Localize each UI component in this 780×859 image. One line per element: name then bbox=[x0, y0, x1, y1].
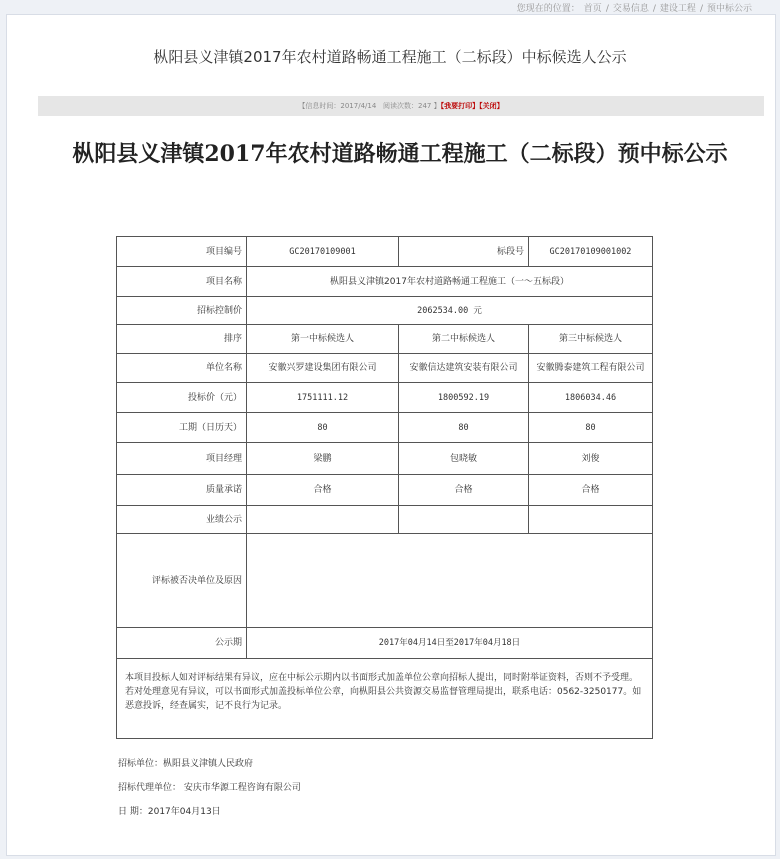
breadcrumb-separator: / bbox=[699, 4, 703, 14]
company-1: 安徽兴罗建设集团有限公司 bbox=[247, 354, 399, 383]
company-label: 单位名称 bbox=[117, 354, 247, 383]
duration-3: 80 bbox=[529, 413, 653, 443]
table-row bbox=[117, 443, 653, 475]
breadcrumb-item-home[interactable]: 首页 bbox=[583, 4, 602, 14]
performance-label: 业绩公示 bbox=[117, 506, 247, 534]
duration-label: 工期（日历天） bbox=[117, 413, 247, 443]
performance-1 bbox=[247, 506, 399, 534]
quality-2: 合格 bbox=[399, 475, 529, 506]
table-row bbox=[117, 628, 653, 659]
manager-3: 刘俊 bbox=[529, 443, 653, 475]
breadcrumb-separator: / bbox=[652, 4, 656, 14]
quality-1: 合格 bbox=[247, 475, 399, 506]
quality-label: 质量承诺 bbox=[117, 475, 247, 506]
table-row bbox=[117, 383, 653, 413]
footer-agent: 招标代理单位： 安庆市华源工程咨询有限公司 bbox=[118, 783, 301, 793]
company-3: 安徽腾泰建筑工程有限公司 bbox=[529, 354, 653, 383]
duration-2: 80 bbox=[399, 413, 529, 443]
table-row bbox=[117, 659, 653, 739]
breadcrumb-item-notice[interactable]: 预中标公示 bbox=[706, 4, 752, 14]
project-no-value: GC20170109001 bbox=[247, 237, 399, 267]
breadcrumb-item-construction[interactable]: 建设工程 bbox=[659, 4, 696, 14]
close-link[interactable]: 【关闭】 bbox=[479, 102, 504, 110]
footer-date: 日 期：2017年04月13日 bbox=[118, 807, 221, 817]
info-views: 247 bbox=[417, 102, 432, 110]
control-price-value: 2062534.00 元 bbox=[247, 297, 653, 325]
bid-price-2: 1800592.19 bbox=[399, 383, 529, 413]
page-title: 枞阳县义津镇2017年农村道路畅通工程施工（二标段）中标候选人公示 bbox=[153, 48, 627, 66]
info-close-bracket: 】 bbox=[433, 102, 441, 110]
table-row bbox=[117, 354, 653, 383]
breadcrumb-item-trade[interactable]: 交易信息 bbox=[612, 4, 649, 14]
quality-3: 合格 bbox=[529, 475, 653, 506]
rejected-label: 评标被否决单位及原因 bbox=[117, 534, 247, 628]
control-price-label: 招标控制价 bbox=[117, 297, 247, 325]
manager-2: 包晓敏 bbox=[399, 443, 529, 475]
period-value: 2017年04月14日至2017年04月18日 bbox=[247, 628, 653, 659]
main-title: 枞阳县义津镇2017年农村道路畅通工程施工（二标段）预中标公示 bbox=[72, 141, 728, 167]
table-row bbox=[117, 237, 653, 267]
candidate-table bbox=[116, 236, 653, 739]
info-date: 2017/4/14 bbox=[340, 102, 377, 110]
table-row bbox=[117, 267, 653, 297]
info-bar bbox=[38, 96, 764, 116]
project-name-label: 项目名称 bbox=[117, 267, 247, 297]
company-2: 安徽信达建筑安装有限公司 bbox=[399, 354, 529, 383]
bid-price-1: 1751111.12 bbox=[247, 383, 399, 413]
table-row bbox=[117, 297, 653, 325]
table-row bbox=[117, 325, 653, 354]
info-views-label: 阅读次数： bbox=[382, 102, 418, 110]
rank-2: 第二中标候选人 bbox=[399, 325, 529, 354]
breadcrumb-separator: / bbox=[605, 4, 609, 14]
section-no-value: GC20170109001002 bbox=[529, 237, 653, 267]
manager-1: 梁鹏 bbox=[247, 443, 399, 475]
table-row bbox=[117, 506, 653, 534]
period-label: 公示期 bbox=[117, 628, 247, 659]
table-row bbox=[117, 534, 653, 628]
manager-label: 项目经理 bbox=[117, 443, 247, 475]
section-no-label: 标段号 bbox=[399, 237, 529, 267]
project-name-value: 枞阳县义津镇2017年农村道路畅通工程施工（一～五标段） bbox=[247, 267, 653, 297]
bid-price-3: 1806034.46 bbox=[529, 383, 653, 413]
table-row bbox=[117, 413, 653, 443]
breadcrumb bbox=[515, 1, 754, 14]
objection-notice: 本项目投标人如对评标结果有异议，应在中标公示期内以书面形式加盖单位公章向招标人提出，同时附举证资料，否则不予受理。若对处理意见有异议，可以书面形式加盖投标单位公章，向枞阳县公共资源交易监督管理局提出，联系电话：0562-3250177。如恶意投诉，经查属实，记不良行为记录。 bbox=[117, 659, 653, 739]
rank-label: 排序 bbox=[117, 325, 247, 354]
breadcrumb-prefix: 您现在的位置： bbox=[516, 4, 580, 14]
performance-2 bbox=[399, 506, 529, 534]
info-date-label: 【信息时间： bbox=[298, 102, 341, 110]
rank-1: 第一中标候选人 bbox=[247, 325, 399, 354]
rejected-value bbox=[247, 534, 653, 628]
duration-1: 80 bbox=[247, 413, 399, 443]
bid-price-label: 投标价（元） bbox=[117, 383, 247, 413]
print-link[interactable]: 【我要打印】 bbox=[440, 102, 480, 110]
performance-3 bbox=[529, 506, 653, 534]
footer-tenderer: 招标单位：枞阳县义津镇人民政府 bbox=[118, 759, 254, 769]
table-row bbox=[117, 475, 653, 506]
project-no-label: 项目编号 bbox=[117, 237, 247, 267]
rank-3: 第三中标候选人 bbox=[529, 325, 653, 354]
